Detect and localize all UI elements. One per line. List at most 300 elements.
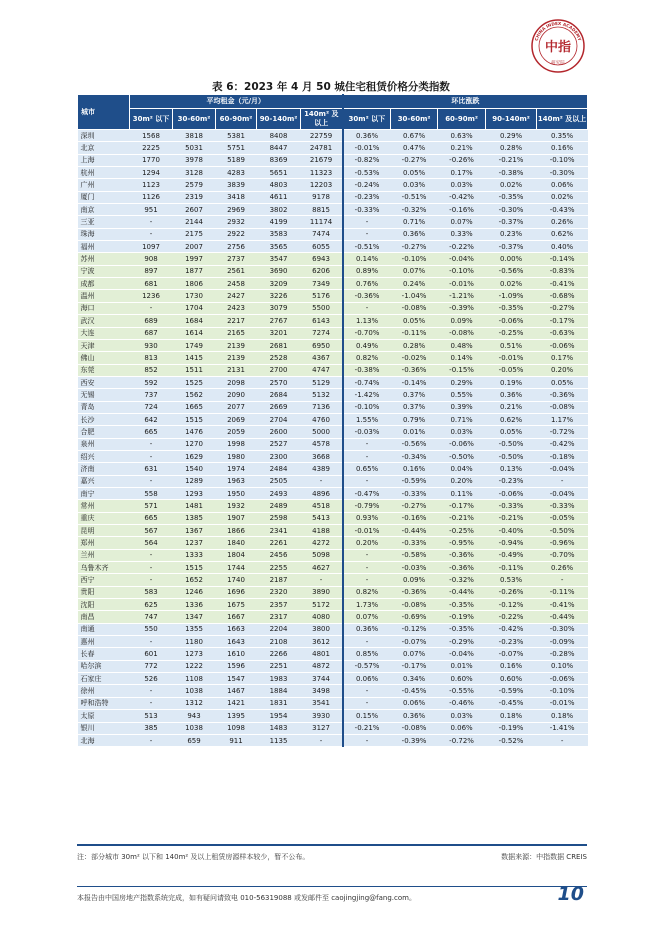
change-value-cell: -0.08%: [391, 722, 438, 734]
change-value-cell: 0.05%: [537, 376, 588, 388]
rent-value-cell: 4199: [257, 216, 301, 228]
rent-value-cell: 2217: [216, 315, 257, 327]
table-row: [78, 154, 588, 166]
rent-value-cell: 5176: [301, 290, 343, 302]
rent-value-cell: 4188: [301, 525, 343, 537]
change-value-cell: -0.33%: [391, 487, 438, 499]
change-value-cell: -0.27%: [537, 302, 588, 314]
header-group-change: 环比涨跌: [343, 95, 588, 109]
change-value-cell: -0.19%: [486, 722, 537, 734]
rent-value-cell: 1126: [130, 191, 173, 203]
change-value-cell: 0.67%: [391, 130, 438, 142]
change-value-cell: -0.15%: [438, 364, 486, 376]
rent-value-cell: 1643: [216, 636, 257, 648]
city-name-cell: 广州: [78, 179, 130, 191]
table-row: [78, 562, 588, 574]
rent-value-cell: 2767: [257, 315, 301, 327]
rent-value-cell: 2187: [257, 574, 301, 586]
change-value-cell: -0.02%: [391, 352, 438, 364]
change-value-cell: 0.55%: [438, 389, 486, 401]
rent-value-cell: 1467: [216, 685, 257, 697]
change-value-cell: -0.39%: [438, 302, 486, 314]
change-value-cell: 0.11%: [438, 487, 486, 499]
rent-value-cell: 2427: [216, 290, 257, 302]
change-value-cell: -: [343, 302, 391, 314]
change-value-cell: -0.83%: [537, 265, 588, 277]
change-value-cell: 0.02%: [486, 278, 537, 290]
footer-rule: [77, 886, 587, 887]
change-value-cell: -: [343, 636, 391, 648]
rent-value-cell: 1237: [173, 537, 216, 549]
rent-value-cell: 1663: [216, 623, 257, 635]
rent-value-cell: 2165: [216, 327, 257, 339]
table-row: [78, 463, 588, 475]
rent-value-cell: -: [130, 685, 173, 697]
rent-value-cell: 24781: [301, 142, 343, 154]
rent-value-cell: 747: [130, 611, 173, 623]
rent-value-cell: 4578: [301, 438, 343, 450]
table-row: [78, 376, 588, 388]
change-value-cell: 0.20%: [343, 537, 391, 549]
change-value-cell: -0.30%: [486, 204, 537, 216]
city-name-cell: 宁波: [78, 265, 130, 277]
rent-value-cell: 1907: [216, 512, 257, 524]
change-value-cell: -0.72%: [438, 734, 486, 746]
header-change-col: 60-90m²: [438, 109, 486, 130]
rent-value-cell: 1123: [130, 179, 173, 191]
rent-value-cell: 567: [130, 525, 173, 537]
change-value-cell: -0.21%: [486, 512, 537, 524]
city-name-cell: 哈尔滨: [78, 660, 130, 672]
change-value-cell: 0.71%: [438, 413, 486, 425]
city-name-cell: 绍兴: [78, 450, 130, 462]
change-value-cell: 0.20%: [438, 475, 486, 487]
change-value-cell: -0.39%: [391, 734, 438, 746]
change-value-cell: 0.37%: [391, 401, 438, 413]
change-value-cell: -0.04%: [537, 463, 588, 475]
rent-value-cell: -: [130, 450, 173, 462]
rent-value-cell: 2489: [257, 500, 301, 512]
rent-value-cell: -: [301, 734, 343, 746]
change-value-cell: -0.70%: [343, 327, 391, 339]
rent-value-cell: 2077: [216, 401, 257, 413]
change-value-cell: 0.36%: [391, 228, 438, 240]
rent-value-cell: 1347: [173, 611, 216, 623]
rent-value-cell: 1675: [216, 599, 257, 611]
rent-value-cell: -: [301, 574, 343, 586]
change-value-cell: -0.32%: [438, 574, 486, 586]
change-value-cell: 0.13%: [486, 463, 537, 475]
change-value-cell: -0.21%: [486, 154, 537, 166]
city-name-cell: 徐州: [78, 685, 130, 697]
header-rent-col: 60-90m²: [216, 109, 257, 130]
city-name-cell: 福州: [78, 241, 130, 253]
city-name-cell: 深圳: [78, 130, 130, 142]
rent-value-cell: 3802: [257, 204, 301, 216]
change-value-cell: 0.36%: [343, 623, 391, 635]
rent-value-cell: 1770: [130, 154, 173, 166]
city-name-cell: 苏州: [78, 253, 130, 265]
change-value-cell: -0.23%: [343, 191, 391, 203]
rent-value-cell: 689: [130, 315, 173, 327]
rent-value-cell: 1652: [173, 574, 216, 586]
rent-value-cell: 2098: [216, 376, 257, 388]
change-value-cell: -0.27%: [391, 500, 438, 512]
change-value-cell: -0.40%: [486, 525, 537, 537]
rent-value-cell: 8447: [257, 142, 301, 154]
table-row: [78, 525, 588, 537]
table-row: [78, 413, 588, 425]
rent-value-cell: 908: [130, 253, 173, 265]
change-value-cell: 0.14%: [438, 352, 486, 364]
change-value-cell: -0.59%: [486, 685, 537, 697]
change-value-cell: 0.14%: [343, 253, 391, 265]
rent-value-cell: 4367: [301, 352, 343, 364]
rent-value-cell: 1998: [216, 438, 257, 450]
city-name-cell: 青岛: [78, 401, 130, 413]
rent-value-cell: 951: [130, 204, 173, 216]
rent-value-cell: 6055: [301, 241, 343, 253]
change-value-cell: -0.53%: [343, 167, 391, 179]
header-group-rent: 平均租金（元/月）: [130, 95, 343, 109]
rent-value-cell: 1222: [173, 660, 216, 672]
change-value-cell: -0.72%: [537, 426, 588, 438]
rent-value-cell: 5751: [216, 142, 257, 154]
rent-value-cell: 2255: [257, 562, 301, 574]
rent-value-cell: 4080: [301, 611, 343, 623]
rent-value-cell: 1744: [216, 562, 257, 574]
rent-value-cell: 2505: [257, 475, 301, 487]
change-value-cell: -0.52%: [486, 734, 537, 746]
change-value-cell: 0.37%: [391, 389, 438, 401]
rent-value-cell: 2007: [173, 241, 216, 253]
header-change-col: 90-140m²: [486, 109, 537, 130]
rent-value-cell: 2175: [173, 228, 216, 240]
change-value-cell: -0.41%: [537, 599, 588, 611]
rent-value-cell: 6950: [301, 339, 343, 351]
change-value-cell: 0.23%: [486, 228, 537, 240]
change-value-cell: -0.58%: [391, 549, 438, 561]
change-value-cell: -0.74%: [343, 376, 391, 388]
change-value-cell: 0.53%: [486, 574, 537, 586]
rent-value-cell: 601: [130, 648, 173, 660]
city-name-cell: 杭州: [78, 167, 130, 179]
rent-value-cell: 2131: [216, 364, 257, 376]
rent-value-cell: 5189: [216, 154, 257, 166]
rent-value-cell: -: [130, 438, 173, 450]
rent-value-cell: 1540: [173, 463, 216, 475]
rent-value-cell: 687: [130, 327, 173, 339]
rent-value-cell: 2069: [216, 413, 257, 425]
change-value-cell: -0.42%: [486, 623, 537, 635]
change-value-cell: -0.56%: [486, 265, 537, 277]
change-value-cell: 0.06%: [537, 179, 588, 191]
rent-value-cell: 2669: [257, 401, 301, 413]
change-value-cell: 0.02%: [486, 179, 537, 191]
rent-value-cell: 3978: [173, 154, 216, 166]
table-row: [78, 228, 588, 240]
city-name-cell: 东莞: [78, 364, 130, 376]
change-value-cell: -0.10%: [537, 685, 588, 697]
rent-value-cell: 772: [130, 660, 173, 672]
table-row: [78, 389, 588, 401]
rent-value-cell: 813: [130, 352, 173, 364]
rent-value-cell: 1483: [257, 722, 301, 734]
header-change-col: 30m² 以下: [343, 109, 391, 130]
rent-value-cell: 2341: [257, 525, 301, 537]
change-value-cell: -0.03%: [343, 426, 391, 438]
change-value-cell: 0.28%: [486, 142, 537, 154]
rent-value-cell: 2969: [216, 204, 257, 216]
table-row: [78, 142, 588, 154]
city-name-cell: 石家庄: [78, 673, 130, 685]
change-value-cell: 0.85%: [343, 648, 391, 660]
rent-value-cell: 1515: [173, 413, 216, 425]
change-value-cell: -0.08%: [438, 327, 486, 339]
rent-value-cell: 1974: [216, 463, 257, 475]
rent-value-cell: 2493: [257, 487, 301, 499]
change-value-cell: -0.06%: [486, 315, 537, 327]
change-value-cell: -0.94%: [486, 537, 537, 549]
rent-value-cell: 3201: [257, 327, 301, 339]
city-name-cell: 济南: [78, 463, 130, 475]
change-value-cell: 0.60%: [438, 673, 486, 685]
city-name-cell: 郑州: [78, 537, 130, 549]
city-name-cell: 贵阳: [78, 586, 130, 598]
change-value-cell: -0.12%: [486, 599, 537, 611]
change-value-cell: -0.95%: [438, 537, 486, 549]
change-value-cell: -0.44%: [438, 586, 486, 598]
city-name-cell: 乌鲁木齐: [78, 562, 130, 574]
rent-value-cell: 2737: [216, 253, 257, 265]
change-value-cell: -0.04%: [438, 648, 486, 660]
change-value-cell: 0.03%: [438, 179, 486, 191]
rent-value-cell: 2456: [257, 549, 301, 561]
rent-value-cell: 3744: [301, 673, 343, 685]
rent-value-cell: 1515: [173, 562, 216, 574]
change-value-cell: 0.34%: [391, 673, 438, 685]
change-value-cell: -0.16%: [438, 204, 486, 216]
city-name-cell: 天津: [78, 339, 130, 351]
change-value-cell: -0.06%: [537, 339, 588, 351]
rent-value-cell: 583: [130, 586, 173, 598]
change-value-cell: 1.73%: [343, 599, 391, 611]
change-value-cell: -0.55%: [438, 685, 486, 697]
rent-value-cell: 724: [130, 401, 173, 413]
rent-value-cell: 1038: [173, 685, 216, 697]
change-value-cell: 0.93%: [343, 512, 391, 524]
rent-value-cell: 665: [130, 426, 173, 438]
change-value-cell: 0.01%: [438, 660, 486, 672]
rent-value-cell: 2204: [257, 623, 301, 635]
change-value-cell: -0.44%: [391, 525, 438, 537]
change-value-cell: -0.09%: [537, 636, 588, 648]
change-value-cell: 0.29%: [486, 130, 537, 142]
rent-value-cell: 21679: [301, 154, 343, 166]
table-row: [78, 302, 588, 314]
rent-value-cell: 385: [130, 722, 173, 734]
rent-value-cell: 4801: [301, 648, 343, 660]
table-row: [78, 204, 588, 216]
table-row: [78, 537, 588, 549]
change-value-cell: 0.20%: [537, 364, 588, 376]
rent-value-cell: 1481: [173, 500, 216, 512]
city-name-cell: 常州: [78, 500, 130, 512]
change-value-cell: -0.50%: [537, 525, 588, 537]
rent-value-cell: 1749: [173, 339, 216, 351]
change-value-cell: 0.16%: [391, 463, 438, 475]
header-rent-col: 90-140m²: [257, 109, 301, 130]
rent-value-cell: 2317: [257, 611, 301, 623]
rent-value-cell: 1983: [257, 673, 301, 685]
rent-value-cell: 2528: [257, 352, 301, 364]
city-name-cell: 西安: [78, 376, 130, 388]
change-value-cell: 0.05%: [391, 167, 438, 179]
change-value-cell: 0.10%: [537, 660, 588, 672]
change-value-cell: -0.36%: [438, 562, 486, 574]
change-value-cell: -0.04%: [537, 487, 588, 499]
change-value-cell: -0.22%: [486, 611, 537, 623]
change-value-cell: -0.24%: [343, 179, 391, 191]
change-value-cell: -0.79%: [343, 500, 391, 512]
header-change-col: 30-60m²: [391, 109, 438, 130]
city-name-cell: 厦门: [78, 191, 130, 203]
table-row: [78, 315, 588, 327]
rent-value-cell: 1476: [173, 426, 216, 438]
table-row: [78, 216, 588, 228]
table-row: [78, 586, 588, 598]
rent-value-cell: 1336: [173, 599, 216, 611]
rent-value-cell: 3079: [257, 302, 301, 314]
change-value-cell: 0.07%: [391, 648, 438, 660]
table-row: [78, 167, 588, 179]
change-value-cell: -0.50%: [438, 450, 486, 462]
change-value-cell: 0.26%: [537, 562, 588, 574]
change-value-cell: -0.35%: [486, 191, 537, 203]
change-value-cell: 0.82%: [343, 352, 391, 364]
change-value-cell: -0.51%: [343, 241, 391, 253]
change-value-cell: 0.16%: [486, 660, 537, 672]
rent-value-cell: 1236: [130, 290, 173, 302]
change-value-cell: -0.82%: [343, 154, 391, 166]
rent-value-cell: 2251: [257, 660, 301, 672]
page-number: 10: [557, 883, 584, 905]
change-value-cell: -0.30%: [537, 167, 588, 179]
change-value-cell: -1.41%: [537, 722, 588, 734]
change-value-cell: -: [537, 734, 588, 746]
change-value-cell: -0.11%: [537, 586, 588, 598]
change-value-cell: -0.12%: [391, 623, 438, 635]
rent-value-cell: 1098: [216, 722, 257, 734]
change-value-cell: 1.55%: [343, 413, 391, 425]
table-row: [78, 599, 588, 611]
rent-value-cell: -: [130, 475, 173, 487]
rent-value-cell: 1997: [173, 253, 216, 265]
change-value-cell: 0.05%: [486, 426, 537, 438]
change-value-cell: -0.10%: [537, 154, 588, 166]
rent-value-cell: 659: [173, 734, 216, 746]
rent-value-cell: 2300: [257, 450, 301, 462]
rent-value-cell: 911: [216, 734, 257, 746]
table-row: [78, 278, 588, 290]
change-value-cell: -0.25%: [486, 327, 537, 339]
rent-value-cell: 558: [130, 487, 173, 499]
table-row: [78, 475, 588, 487]
china-index-academy-logo: [530, 18, 586, 74]
change-value-cell: 0.03%: [438, 426, 486, 438]
change-value-cell: -0.43%: [537, 204, 588, 216]
rent-value-cell: 5500: [301, 302, 343, 314]
rent-value-cell: 1730: [173, 290, 216, 302]
city-name-cell: 北京: [78, 142, 130, 154]
rent-value-cell: 2570: [257, 376, 301, 388]
change-value-cell: -0.44%: [537, 611, 588, 623]
rent-value-cell: 1950: [216, 487, 257, 499]
change-value-cell: -0.35%: [438, 623, 486, 635]
rent-value-cell: 3127: [301, 722, 343, 734]
rent-value-cell: 1270: [173, 438, 216, 450]
change-value-cell: -0.36%: [391, 586, 438, 598]
rent-value-cell: 5413: [301, 512, 343, 524]
table-row: [78, 327, 588, 339]
change-value-cell: -0.57%: [343, 660, 391, 672]
change-value-cell: -0.68%: [537, 290, 588, 302]
table-row: [78, 734, 588, 746]
change-value-cell: -0.11%: [486, 562, 537, 574]
rent-value-cell: 5129: [301, 376, 343, 388]
city-name-cell: 大连: [78, 327, 130, 339]
rent-value-cell: 571: [130, 500, 173, 512]
rent-value-cell: 625: [130, 599, 173, 611]
table-row: [78, 426, 588, 438]
rent-value-cell: 4611: [257, 191, 301, 203]
rent-value-cell: 2561: [216, 265, 257, 277]
rent-value-cell: 1415: [173, 352, 216, 364]
change-value-cell: 0.65%: [343, 463, 391, 475]
rent-value-cell: 852: [130, 364, 173, 376]
table-row: [78, 265, 588, 277]
change-value-cell: -0.23%: [486, 636, 537, 648]
change-value-cell: -0.07%: [486, 648, 537, 660]
change-value-cell: 0.06%: [391, 697, 438, 709]
rent-value-cell: 1108: [173, 673, 216, 685]
change-value-cell: -0.16%: [391, 512, 438, 524]
city-name-cell: 合肥: [78, 426, 130, 438]
rent-value-cell: 1273: [173, 648, 216, 660]
change-value-cell: -0.56%: [391, 438, 438, 450]
change-value-cell: 0.06%: [343, 673, 391, 685]
rent-value-cell: 2607: [173, 204, 216, 216]
city-name-cell: 佛山: [78, 352, 130, 364]
change-value-cell: 0.49%: [343, 339, 391, 351]
table-row: [78, 179, 588, 191]
rent-value-cell: 2266: [257, 648, 301, 660]
rent-value-cell: 2922: [216, 228, 257, 240]
table-row: [78, 648, 588, 660]
change-value-cell: 0.17%: [537, 352, 588, 364]
rent-value-cell: 2484: [257, 463, 301, 475]
city-name-cell: 嘉兴: [78, 475, 130, 487]
change-value-cell: 0.00%: [486, 253, 537, 265]
table-row: [78, 611, 588, 623]
rent-value-cell: 1610: [216, 648, 257, 660]
change-value-cell: -0.41%: [537, 278, 588, 290]
rent-value-cell: 1884: [257, 685, 301, 697]
header-city: 城市: [78, 95, 130, 130]
rent-value-cell: 1866: [216, 525, 257, 537]
change-value-cell: -0.01%: [343, 142, 391, 154]
rent-value-cell: 3547: [257, 253, 301, 265]
